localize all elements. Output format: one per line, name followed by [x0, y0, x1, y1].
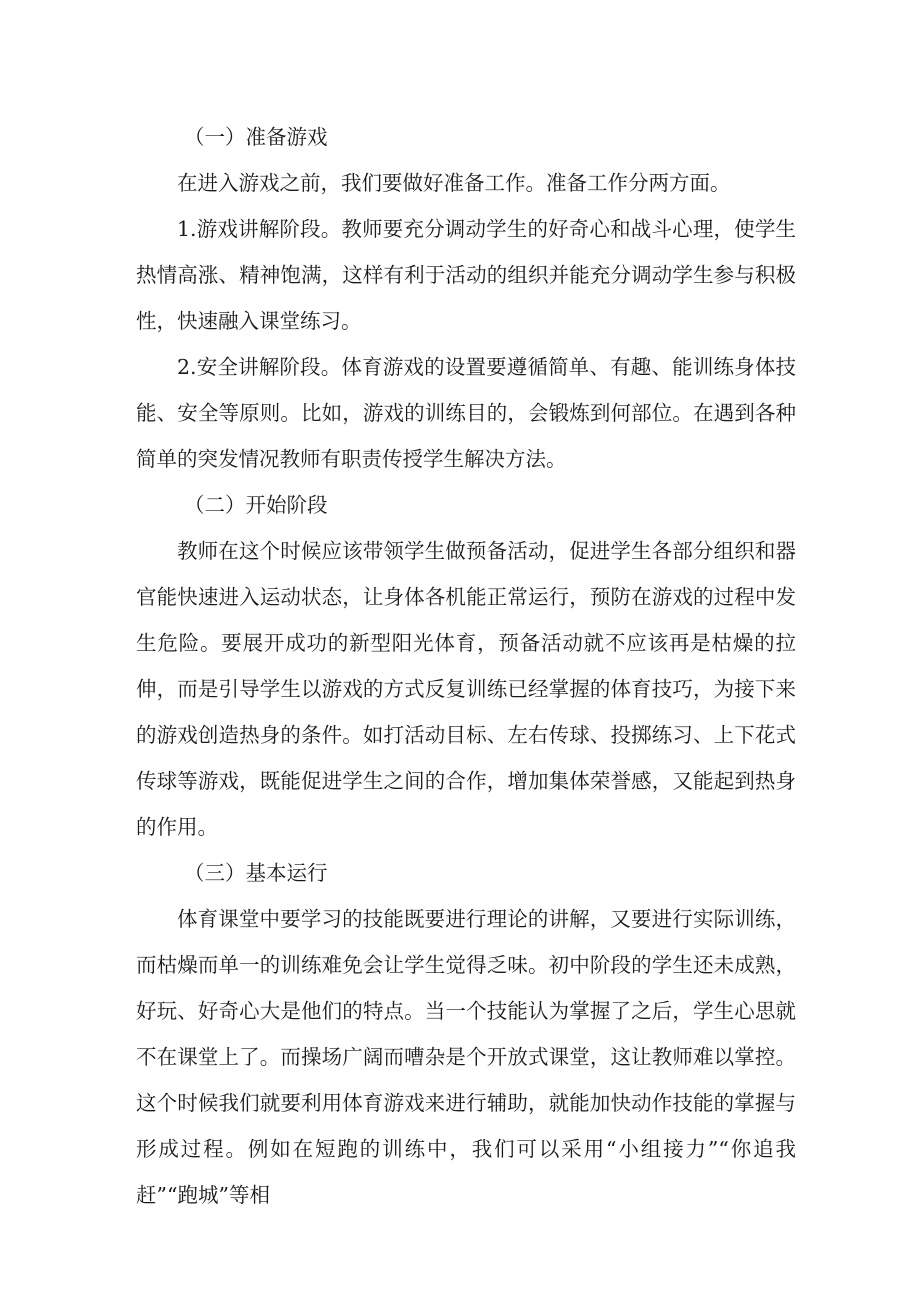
paragraph: 教师在这个时候应该带领学生做预备活动，促进学生各部分组织和器官能快速进入运动状态，让身体各机能正常运行，预防在游戏的过程中发生危险。要展开成功的新型阳光体育，预备活动就不应该再是枯燥的拉伸，而是引导学生以游戏的方式反复训练已经掌握的体育技巧，为接下来的游戏创造热身的条件。如打活动目标、左右传球、投掷练习、上下花式传球等游戏，既能促进学生之间的合作，增加集体荣誉感，又能起到热身的作用。: [136, 539, 796, 839]
section-preparation: [136, 114, 796, 482]
section-heading: （一）准备游戏: [184, 125, 328, 149]
paragraph: 在进入游戏之前，我们要做好准备工作。准备工作分两方面。: [177, 171, 731, 195]
paragraph: 2.安全讲解阶段。体育游戏的设置要遵循简单、有趣、能训练身体技能、安全等原则。比如，游戏的训练目的，会锻炼到何部位。在遇到各种简单的突发情况教师有职责传授学生解决方法。: [136, 355, 796, 471]
section-heading: （三）基本运行: [184, 861, 328, 885]
section-basic-operation: [136, 850, 796, 1218]
section-heading: （二）开始阶段: [184, 493, 328, 517]
document-body: [136, 114, 796, 1218]
paragraph: 1.游戏讲解阶段。教师要充分调动学生的好奇心和战斗心理，使学生热情高涨、精神饱满，这样有利于活动的组织并能充分调动学生参与积极性，快速融入课堂练习。: [136, 217, 796, 333]
section-start-stage: [136, 482, 796, 850]
paragraph: 体育课堂中要学习的技能既要进行理论的讲解，又要进行实际训练，而枯燥而单一的训练难免会让学生觉得乏味。初中阶段的学生还未成熟，好玩、好奇心大是他们的特点。当一个技能认为掌握了之后，学生心思就不在课堂上了。而操场广阔而嘈杂是个开放式课堂，这让教师难以掌控。这个时候我们就要利用体育游戏来进行辅助，就能加快动作技能的掌握与形成过程。例如在短跑的训练中，我们可以采用“小组接力”“你追我赶”“跑城”等相: [136, 907, 796, 1207]
